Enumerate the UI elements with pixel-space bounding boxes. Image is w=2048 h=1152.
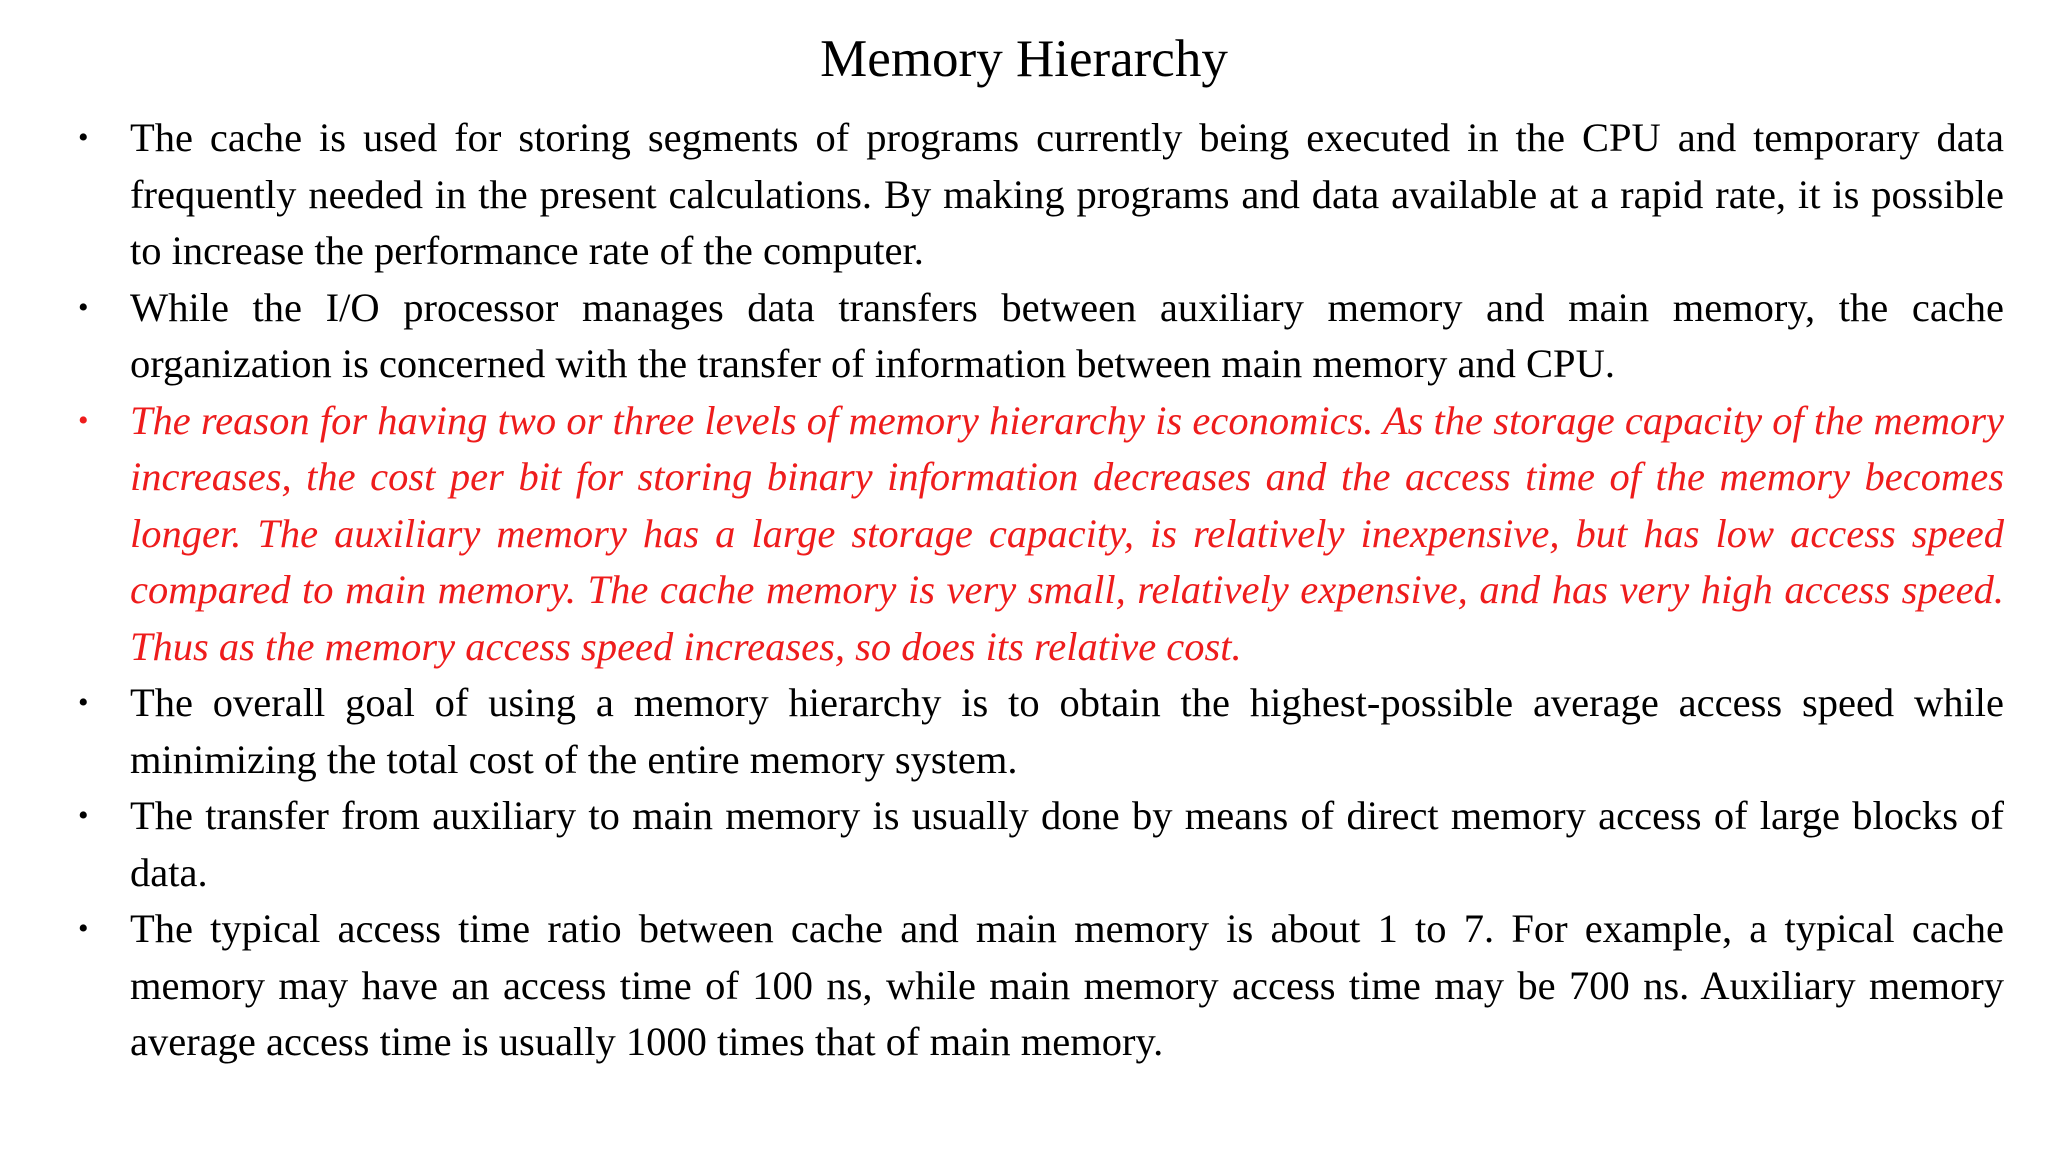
bullet-item-overall-goal [74,675,2004,788]
bullet-dot-icon: • [78,912,89,945]
bullet-list [74,110,2004,1071]
bullet-dot-icon: • [78,403,89,437]
bullet-text: The typical access time ratio between cache and main memory is about 1 to 7. For example, a typical cache memory may have an access time of 100 ns, while main memory access time may be 700 ns. Auxiliary memory average access time is usually 1000 times that of main memory. [130,906,2004,1064]
bullet-item-economics [74,393,2004,676]
bullet-item-cache-purpose [74,110,2004,280]
bullet-text: The transfer from auxiliary to main memory is usually done by means of direct memory access of large blocks of data. [130,793,2004,895]
bullet-dot-icon: • [78,686,89,719]
slide-title: Memory Hierarchy [820,30,1228,88]
bullet-item-access-time-ratio [74,901,2004,1071]
bullet-text: The overall goal of using a memory hierarchy is to obtain the highest-possible average access speed while minimizing the total cost of the entire memory system. [130,680,2004,782]
bullet-dot-icon: • [78,121,89,154]
bullet-text: The cache is used for storing segments of programs currently being executed in the CPU and temporary data frequently needed in the present calculations. By making programs and data available at a rapid rate, it is possible to increase the performance rate of the computer. [130,115,2004,273]
bullet-text: While the I/O processor manages data transfers between auxiliary memory and main memory, the cache organization is concerned with the transfer of information between main memory and CPU. [130,284,2004,386]
bullet-item-dma-transfer [74,788,2004,901]
bullet-item-io-processor [74,280,2004,393]
bullet-text-emphasized: The reason for having two or three levels of memory hierarchy is economics. As the storage capacity of the memory increases, the cost per bit for storing binary information decreases and the access time of the memory becomes longer. The auxiliary memory has a large storage capacity, is relatively inexpensive, but has low access speed compared to main memory. The cache memory is very small, relatively expensive, and has very high access speed. Thus as the memory access speed increases, so does its relative cost. [130,397,2004,669]
bullet-dot-icon: • [78,799,89,832]
bullet-dot-icon: • [78,290,89,324]
